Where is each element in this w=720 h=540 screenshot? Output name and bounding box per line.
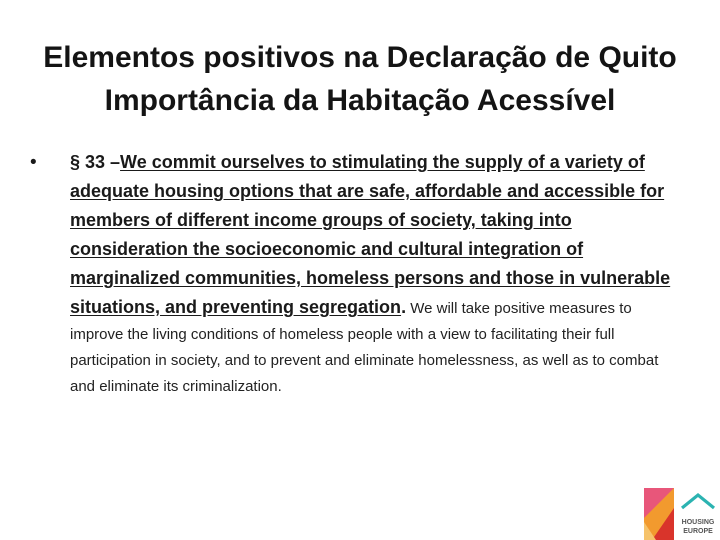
commitment-text: We commit ourselves to stimulating the supply of a variety of adequate housing options that are safe, affordable and accessible for members of different income groups of society, taking into consideration the socioeconomic and cultural integration of marginalized communities, homeless persons and those in vulnerable situations, and preventing segregation bbox=[70, 152, 671, 317]
logo-text-europe: EUROPE bbox=[683, 528, 713, 535]
title-line-1: Elementos positivos na Declaração de Quito bbox=[43, 41, 677, 74]
housing-europe-logo bbox=[642, 488, 718, 540]
measures-text: We will take positive measures to improve the living conditions of homeless people with a view to facilitating their full participation in society, and to prevent and eliminate homelessness, as well as to combat and eliminate its criminalization. bbox=[70, 300, 659, 395]
bullet-paragraph bbox=[70, 148, 682, 400]
slide-title bbox=[20, 36, 700, 122]
bullet-marker: • bbox=[30, 152, 37, 173]
logo-text-housing: HOUSING bbox=[681, 519, 715, 526]
title-line-2: Importância da Habitação Acessível bbox=[104, 84, 616, 117]
section-reference: § 33 – bbox=[70, 152, 121, 172]
commitment-period: . bbox=[401, 297, 407, 317]
bullet-item bbox=[30, 148, 682, 400]
slide-body bbox=[30, 148, 682, 400]
house-roof-icon bbox=[682, 495, 714, 508]
